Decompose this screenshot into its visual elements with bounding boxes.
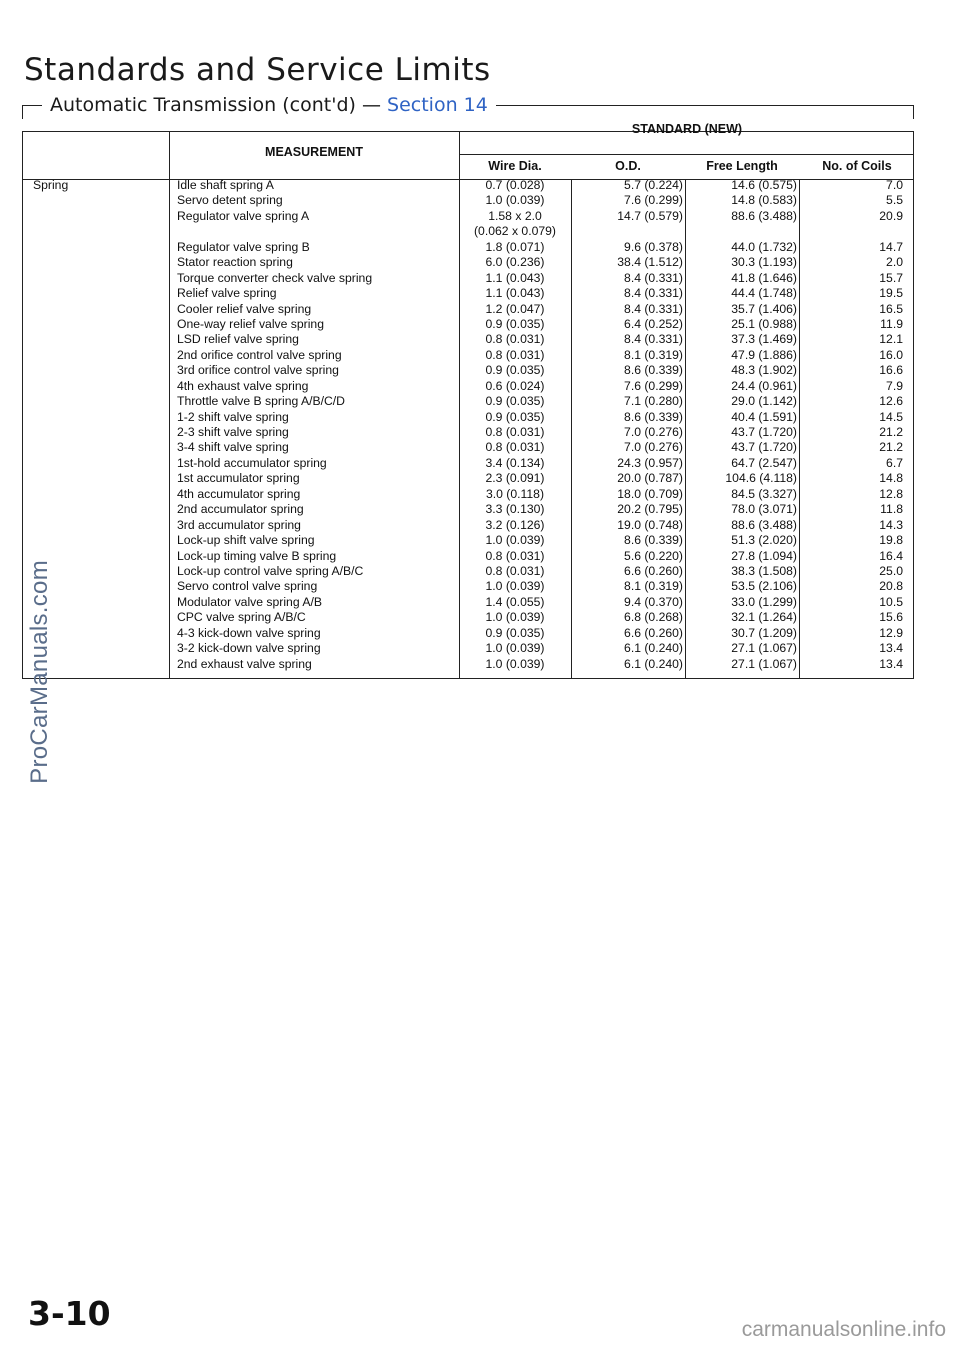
coils-cell: 12.8 bbox=[879, 486, 903, 501]
coils-cell: 7.9 bbox=[886, 378, 903, 393]
coils-cell: 16.4 bbox=[879, 548, 903, 563]
wire-dia-cell: 1.0 (0.039) bbox=[485, 610, 545, 625]
wire-dia-cell: 3.2 (0.126) bbox=[485, 517, 545, 532]
coils-cell: 11.8 bbox=[880, 502, 903, 517]
measurement-cell: 3-4 shift valve spring bbox=[177, 440, 289, 455]
measurement-cell: Lock-up timing valve B spring bbox=[177, 548, 337, 563]
wire-dia-cell: 1.0 (0.039) bbox=[485, 641, 545, 656]
free-length-cell: 35.7 (1.406) bbox=[731, 301, 797, 316]
free-length-cell: 32.1 (1.264) bbox=[731, 610, 797, 625]
free-length-cell: 27.1 (1.067) bbox=[731, 656, 797, 671]
footer-site-label: carmanualsonline.info bbox=[741, 1318, 946, 1341]
wire-dia-cell: 0.9 (0.035) bbox=[485, 363, 545, 378]
od-cell: 7.6 (0.299) bbox=[624, 378, 683, 393]
free-length-cell: 44.0 (1.732) bbox=[731, 239, 797, 254]
wire-dia-cell: 1.0 (0.039) bbox=[485, 579, 545, 594]
od-cell: 8.1 (0.319) bbox=[624, 579, 683, 594]
watermark: ProCarManuals.com bbox=[26, 560, 53, 784]
wire-dia-column bbox=[460, 178, 570, 672]
spring-specs-table bbox=[22, 122, 914, 679]
measurement-cell: Servo control valve spring bbox=[177, 579, 318, 594]
free-length-cell: 51.3 (2.020) bbox=[731, 533, 797, 548]
coils-cell: 25.0 bbox=[879, 563, 903, 578]
coils-cell: 16.0 bbox=[879, 347, 903, 362]
coils-cell: 5.5 bbox=[886, 193, 903, 208]
free-length-cell: 47.9 (1.886) bbox=[731, 347, 797, 362]
od-cell: 24.3 (0.957) bbox=[617, 455, 683, 470]
measurement-cell: 2nd accumulator spring bbox=[177, 502, 304, 517]
header-measurement: MEASUREMENT bbox=[265, 145, 363, 159]
od-cell: 14.7 (0.579) bbox=[617, 208, 683, 223]
free-length-cell: 27.1 (1.067) bbox=[731, 641, 797, 656]
measurement-cell: 4-3 kick-down valve spring bbox=[177, 625, 321, 640]
od-cell: 19.0 (0.748) bbox=[617, 517, 683, 532]
section-divider-left-tick bbox=[22, 105, 23, 119]
wire-dia-cell: 1.1 (0.043) bbox=[485, 270, 545, 285]
od-cell: 8.4 (0.331) bbox=[624, 301, 683, 316]
free-length-cell: 53.5 (2.106) bbox=[731, 579, 797, 594]
free-length-cell: 30.7 (1.209) bbox=[731, 625, 797, 640]
coils-column bbox=[813, 178, 903, 672]
free-length-cell: 38.3 (1.508) bbox=[731, 563, 797, 578]
od-cell: 6.6 (0.260) bbox=[624, 563, 683, 578]
od-cell: 8.4 (0.331) bbox=[624, 286, 683, 301]
measurement-cell: Lock-up control valve spring A/B/C bbox=[177, 563, 364, 578]
wire-dia-cell: 1.0 (0.039) bbox=[485, 533, 545, 548]
free-length-cell: 14.6 (0.575) bbox=[731, 178, 797, 192]
wire-dia-cell: 0.9 (0.035) bbox=[485, 316, 545, 331]
od-cell: 7.6 (0.299) bbox=[624, 193, 683, 208]
free-length-cell: 27.8 (1.094) bbox=[731, 548, 797, 563]
free-length-cell: 64.7 (2.547) bbox=[731, 455, 797, 470]
od-cell: 8.4 (0.331) bbox=[624, 270, 683, 285]
free-length-cell: 29.0 (1.142) bbox=[731, 394, 797, 409]
free-length-cell: 25.1 (0.988) bbox=[731, 316, 797, 331]
table-divider bbox=[571, 179, 572, 678]
od-cell: 20.2 (0.795) bbox=[617, 502, 683, 517]
wire-dia-cell: 6.0 (0.236) bbox=[485, 255, 545, 270]
coils-cell: 15.6 bbox=[879, 610, 903, 625]
measurement-cell: CPC valve spring A/B/C bbox=[177, 610, 306, 625]
coils-cell: 21.2 bbox=[879, 425, 903, 439]
od-cell: 18.0 (0.709) bbox=[617, 486, 683, 501]
od-cell: 7.1 (0.280) bbox=[624, 394, 683, 409]
measurement-cell: 3-2 kick-down valve spring bbox=[177, 641, 321, 656]
table-divider bbox=[459, 154, 913, 155]
wire-dia-cell: 3.0 (0.118) bbox=[485, 486, 545, 501]
wire-dia-cell: 0.8 (0.031) bbox=[485, 347, 545, 362]
measurement-cell: Lock-up shift valve spring bbox=[177, 533, 315, 548]
od-cell: 8.1 (0.319) bbox=[624, 347, 683, 362]
free-length-cell: 88.6 (3.488) bbox=[731, 208, 797, 223]
header-standard: STANDARD (NEW) bbox=[631, 122, 743, 136]
free-length-cell: 104.6 (4.118) bbox=[725, 471, 797, 486]
coils-cell: 10.5 bbox=[879, 594, 903, 609]
measurement-cell: 1st-hold accumulator spring bbox=[177, 455, 327, 470]
wire-dia-cell: 3.3 (0.130) bbox=[485, 502, 545, 517]
free-length-cell: 43.7 (1.720) bbox=[731, 440, 797, 455]
measurement-cell: 3rd accumulator spring bbox=[177, 517, 301, 532]
od-cell: 7.0 (0.276) bbox=[624, 425, 683, 439]
wire-dia-cell: 1.1 (0.043) bbox=[485, 286, 545, 301]
od-cell: 7.0 (0.276) bbox=[624, 440, 683, 455]
coils-cell: 2.0 bbox=[886, 255, 903, 270]
page-title: Standards and Service Limits bbox=[24, 52, 491, 88]
wire-dia-cell: 0.8 (0.031) bbox=[485, 425, 545, 439]
wire-dia-cell: 1.58 x 2.0 bbox=[488, 208, 542, 223]
coils-cell: 15.7 bbox=[879, 270, 903, 285]
coils-cell: 14.7 bbox=[879, 239, 903, 254]
header-free-length: Free Length bbox=[706, 159, 778, 173]
measurement-cell: 2nd orifice control valve spring bbox=[177, 347, 342, 362]
header-no-of-coils: No. of Coils bbox=[822, 159, 892, 173]
od-column bbox=[573, 178, 683, 672]
od-cell: 6.1 (0.240) bbox=[624, 656, 683, 671]
coils-cell bbox=[813, 224, 903, 239]
coils-cell: 20.9 bbox=[879, 208, 903, 223]
wire-dia-cell: 0.7 (0.028) bbox=[485, 178, 545, 192]
wire-dia-cell: (0.062 x 0.079) bbox=[474, 224, 556, 239]
measurement-cell: LSD relief valve spring bbox=[177, 332, 299, 347]
measurement-cell: 4th accumulator spring bbox=[177, 486, 301, 501]
free-length-cell: 43.7 (1.720) bbox=[731, 425, 797, 439]
header-od: O.D. bbox=[615, 159, 641, 173]
measurement-cell: Modulator valve spring A/B bbox=[177, 594, 322, 609]
coils-cell: 13.4 bbox=[879, 656, 903, 671]
measurement-cell: Regulator valve spring A bbox=[177, 208, 310, 223]
coils-cell: 19.8 bbox=[879, 533, 903, 548]
measurement-cell: Idle shaft spring A bbox=[177, 178, 274, 192]
coils-cell: 6.7 bbox=[886, 455, 903, 470]
od-cell: 6.8 (0.268) bbox=[624, 610, 683, 625]
free-length-cell: 88.6 (3.488) bbox=[731, 517, 797, 532]
section-subtitle bbox=[42, 94, 496, 116]
free-length-cell: 37.3 (1.469) bbox=[731, 332, 797, 347]
wire-dia-cell: 3.4 (0.134) bbox=[485, 455, 545, 470]
free-length-cell: 14.8 (0.583) bbox=[731, 193, 797, 208]
coils-cell: 20.8 bbox=[879, 579, 903, 594]
measurement-cell: 1-2 shift valve spring bbox=[177, 409, 289, 424]
od-cell: 8.6 (0.339) bbox=[624, 533, 683, 548]
measurement-cell: 4th exhaust valve spring bbox=[177, 378, 309, 393]
wire-dia-cell: 1.4 (0.055) bbox=[485, 594, 545, 609]
free-length-cell: 24.4 (0.961) bbox=[731, 378, 797, 393]
od-cell bbox=[573, 224, 683, 239]
wire-dia-cell: 0.8 (0.031) bbox=[485, 332, 545, 347]
measurement-cell: 2-3 shift valve spring bbox=[177, 425, 289, 439]
wire-dia-cell: 1.8 (0.071) bbox=[485, 239, 545, 254]
free-length-cell: 44.4 (1.748) bbox=[731, 286, 797, 301]
od-cell: 20.0 (0.787) bbox=[617, 471, 683, 486]
coils-cell: 12.9 bbox=[879, 625, 903, 640]
measurement-cell: 1st accumulator spring bbox=[177, 471, 300, 486]
free-length-cell bbox=[687, 224, 797, 239]
subtitle-text: Automatic Transmission (cont'd) — bbox=[50, 94, 381, 116]
coils-cell: 14.8 bbox=[879, 471, 903, 486]
wire-dia-cell: 0.9 (0.035) bbox=[485, 409, 545, 424]
free-length-cell: 84.5 (3.327) bbox=[731, 486, 797, 501]
od-cell: 9.6 (0.378) bbox=[624, 239, 683, 254]
section-divider-right-tick bbox=[913, 105, 914, 119]
coils-cell: 12.1 bbox=[879, 332, 903, 347]
measurement-column bbox=[177, 178, 372, 672]
measurement-cell: One-way relief valve spring bbox=[177, 316, 324, 331]
item-label: Spring bbox=[33, 178, 69, 192]
section-link[interactable]: Section 14 bbox=[387, 94, 488, 116]
coils-cell: 11.9 bbox=[880, 316, 903, 331]
measurement-cell: Stator reaction spring bbox=[177, 255, 293, 270]
free-length-column bbox=[687, 178, 797, 672]
coils-cell: 14.3 bbox=[879, 517, 903, 532]
free-length-cell: 30.3 (1.193) bbox=[731, 255, 797, 270]
wire-dia-cell: 0.9 (0.035) bbox=[485, 394, 545, 409]
wire-dia-cell: 2.3 (0.091) bbox=[485, 471, 545, 486]
table-divider bbox=[799, 179, 800, 678]
coils-cell: 16.6 bbox=[879, 363, 903, 378]
coils-cell: 19.5 bbox=[879, 286, 903, 301]
od-cell: 5.7 (0.224) bbox=[624, 178, 683, 192]
free-length-cell: 40.4 (1.591) bbox=[731, 409, 797, 424]
free-length-cell: 48.3 (1.902) bbox=[731, 363, 797, 378]
measurement-cell: Relief valve spring bbox=[177, 286, 277, 301]
measurement-cell bbox=[177, 224, 372, 239]
od-cell: 5.6 (0.220) bbox=[624, 548, 683, 563]
od-cell: 9.4 (0.370) bbox=[624, 594, 683, 609]
wire-dia-cell: 1.0 (0.039) bbox=[485, 656, 545, 671]
coils-cell: 14.5 bbox=[879, 409, 903, 424]
od-cell: 6.1 (0.240) bbox=[624, 641, 683, 656]
coils-cell: 13.4 bbox=[879, 641, 903, 656]
wire-dia-cell: 0.8 (0.031) bbox=[485, 548, 545, 563]
table-divider bbox=[169, 132, 170, 678]
free-length-cell: 33.0 (1.299) bbox=[731, 594, 797, 609]
coils-cell: 21.2 bbox=[879, 440, 903, 455]
coils-cell: 7.0 bbox=[886, 178, 903, 192]
measurement-cell: Servo detent spring bbox=[177, 193, 283, 208]
item-column bbox=[33, 178, 68, 193]
measurement-cell: Torque converter check valve spring bbox=[177, 270, 373, 285]
coils-cell: 12.6 bbox=[879, 394, 903, 409]
measurement-cell: 3rd orifice control valve spring bbox=[177, 363, 339, 378]
wire-dia-cell: 1.0 (0.039) bbox=[485, 193, 545, 208]
free-length-cell: 41.8 (1.646) bbox=[731, 270, 797, 285]
free-length-cell: 78.0 (3.071) bbox=[731, 502, 797, 517]
measurement-cell: Throttle valve B spring A/B/C/D bbox=[177, 394, 345, 409]
page-number: 3-10 bbox=[28, 1294, 111, 1333]
od-cell: 6.6 (0.260) bbox=[624, 625, 683, 640]
wire-dia-cell: 0.8 (0.031) bbox=[485, 563, 545, 578]
table-divider bbox=[685, 179, 686, 678]
measurement-cell: Regulator valve spring B bbox=[177, 239, 310, 254]
od-cell: 6.4 (0.252) bbox=[624, 316, 683, 331]
measurement-cell: Cooler relief valve spring bbox=[177, 301, 312, 316]
od-cell: 8.6 (0.339) bbox=[624, 409, 683, 424]
wire-dia-cell: 1.2 (0.047) bbox=[485, 301, 545, 316]
wire-dia-cell: 0.6 (0.024) bbox=[485, 378, 545, 393]
wire-dia-cell: 0.8 (0.031) bbox=[485, 440, 545, 455]
od-cell: 38.4 (1.512) bbox=[617, 255, 683, 270]
od-cell: 8.4 (0.331) bbox=[624, 332, 683, 347]
measurement-cell: 2nd exhaust valve spring bbox=[177, 656, 312, 671]
od-cell: 8.6 (0.339) bbox=[624, 363, 683, 378]
wire-dia-cell: 0.9 (0.035) bbox=[485, 625, 545, 640]
coils-cell: 16.5 bbox=[879, 301, 903, 316]
header-wire-dia: Wire Dia. bbox=[488, 159, 542, 173]
